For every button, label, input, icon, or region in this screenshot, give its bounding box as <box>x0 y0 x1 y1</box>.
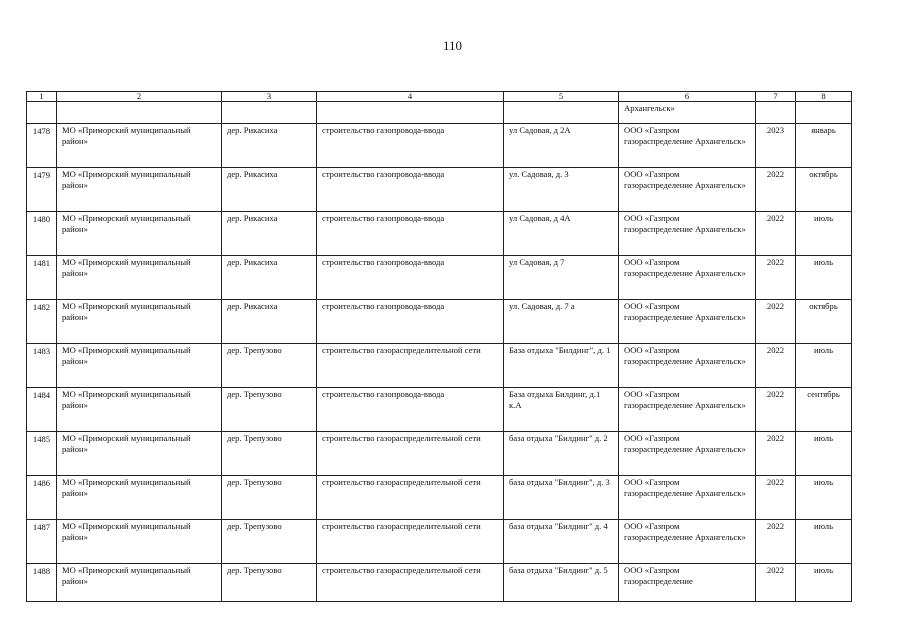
org-cell: ООО «Газпром газораспределение Архангельск» <box>619 388 756 432</box>
org-cell: ООО «Газпром газораспределение Архангельск» <box>619 124 756 168</box>
header-cell: 2 <box>57 92 222 102</box>
header-cell: 3 <box>222 92 317 102</box>
year-cell: 2022 <box>756 212 796 256</box>
year-cell: 2022 <box>756 300 796 344</box>
row-number-cell: 1485 <box>27 432 57 476</box>
row-number-cell: 1481 <box>27 256 57 300</box>
table-row <box>27 168 852 212</box>
header-cell: 4 <box>317 92 504 102</box>
municipality-cell: МО «Приморский муниципальный район» <box>57 300 222 344</box>
table-cell <box>756 102 796 124</box>
table-row <box>27 124 852 168</box>
work-type-cell: строительство газопровода-ввода <box>317 212 504 256</box>
table-row <box>27 564 852 602</box>
year-cell: 2022 <box>756 564 796 602</box>
gasification-table <box>26 91 852 602</box>
settlement-cell: дер. Рикасиха <box>222 168 317 212</box>
month-cell: июль <box>796 564 852 602</box>
month-cell: октябрь <box>796 300 852 344</box>
work-type-cell: строительство газораспределительной сети <box>317 432 504 476</box>
work-type-cell: строительство газопровода-ввода <box>317 124 504 168</box>
continuation-row <box>27 102 852 124</box>
table-row <box>27 388 852 432</box>
table-row <box>27 344 852 388</box>
municipality-cell: МО «Приморский муниципальный район» <box>57 432 222 476</box>
settlement-cell: дер. Трепузово <box>222 520 317 564</box>
municipality-cell: МО «Приморский муниципальный район» <box>57 344 222 388</box>
org-cell: Архангельск» <box>619 102 756 124</box>
address-cell: база отдыха "Билдинг" д. 4 <box>504 520 619 564</box>
month-cell: июль <box>796 432 852 476</box>
table-cell <box>796 102 852 124</box>
year-cell: 2022 <box>756 476 796 520</box>
address-cell: База отдыха "Билдинг", д. 1 <box>504 344 619 388</box>
settlement-cell: дер. Трепузово <box>222 344 317 388</box>
table-cell <box>222 102 317 124</box>
month-cell: июль <box>796 344 852 388</box>
row-number-cell: 1484 <box>27 388 57 432</box>
month-cell: июль <box>796 476 852 520</box>
table-cell <box>504 102 619 124</box>
header-cell: 7 <box>756 92 796 102</box>
table-cell <box>27 102 57 124</box>
header-cell: 5 <box>504 92 619 102</box>
year-cell: 2022 <box>756 520 796 564</box>
settlement-cell: дер. Рикасиха <box>222 256 317 300</box>
address-cell: база отдыха "Билдинг" д. 2 <box>504 432 619 476</box>
table-row <box>27 432 852 476</box>
org-cell: ООО «Газпром газораспределение Архангельск» <box>619 168 756 212</box>
year-cell: 2022 <box>756 256 796 300</box>
municipality-cell: МО «Приморский муниципальный район» <box>57 388 222 432</box>
page-number: 110 <box>442 38 463 53</box>
municipality-cell: МО «Приморский муниципальный район» <box>57 520 222 564</box>
year-cell: 2023 <box>756 124 796 168</box>
month-cell: сентябрь <box>796 388 852 432</box>
month-cell: июль <box>796 520 852 564</box>
org-cell: ООО «Газпром газораспределение Архангельск» <box>619 520 756 564</box>
address-cell: ул Садовая, д 7 <box>504 256 619 300</box>
work-type-cell: строительство газопровода-ввода <box>317 300 504 344</box>
table-row <box>27 212 852 256</box>
row-number-cell: 1486 <box>27 476 57 520</box>
work-type-cell: строительство газораспределительной сети <box>317 476 504 520</box>
org-cell: ООО «Газпром газораспределение Архангельск» <box>619 212 756 256</box>
row-number-cell: 1488 <box>27 564 57 602</box>
org-cell: ООО «Газпром газораспределение Архангельск» <box>619 256 756 300</box>
table-cell <box>317 102 504 124</box>
row-number-cell: 1483 <box>27 344 57 388</box>
row-number-cell: 1480 <box>27 212 57 256</box>
settlement-cell: дер. Трепузово <box>222 564 317 602</box>
municipality-cell: МО «Приморский муниципальный район» <box>57 476 222 520</box>
work-type-cell: строительство газораспределительной сети <box>317 520 504 564</box>
year-cell: 2022 <box>756 432 796 476</box>
address-cell: ул. Садовая, д. 3 <box>504 168 619 212</box>
settlement-cell: дер. Трепузово <box>222 432 317 476</box>
org-cell: ООО «Газпром газораспределение Архангельск» <box>619 300 756 344</box>
municipality-cell: МО «Приморский муниципальный район» <box>57 564 222 602</box>
year-cell: 2022 <box>756 388 796 432</box>
municipality-cell: МО «Приморский муниципальный район» <box>57 256 222 300</box>
address-cell: ул Садовая, д 2А <box>504 124 619 168</box>
month-cell: январь <box>796 124 852 168</box>
municipality-cell: МО «Приморский муниципальный район» <box>57 212 222 256</box>
work-type-cell: строительство газопровода-ввода <box>317 168 504 212</box>
org-cell: ООО «Газпром газораспределение Архангельск» <box>619 476 756 520</box>
org-cell: ООО «Газпром газораспределение <box>619 564 756 602</box>
table-row <box>27 520 852 564</box>
settlement-cell: дер. Рикасиха <box>222 212 317 256</box>
row-number-cell: 1482 <box>27 300 57 344</box>
table-row <box>27 256 852 300</box>
address-cell: База отдыха Билдинг, д.1 к.А <box>504 388 619 432</box>
address-cell: ул. Садовая, д. 7 а <box>504 300 619 344</box>
month-cell: июль <box>796 256 852 300</box>
year-cell: 2022 <box>756 168 796 212</box>
table-row <box>27 476 852 520</box>
settlement-cell: дер. Трепузово <box>222 476 317 520</box>
row-number-cell: 1478 <box>27 124 57 168</box>
org-cell: ООО «Газпром газораспределение Архангельск» <box>619 344 756 388</box>
address-cell: база отдыха "Билдинг", д. 3 <box>504 476 619 520</box>
municipality-cell: МО «Приморский муниципальный район» <box>57 168 222 212</box>
work-type-cell: строительство газораспределительной сети <box>317 564 504 602</box>
header-row <box>27 92 852 102</box>
work-type-cell: строительство газопровода-ввода <box>317 256 504 300</box>
table-row <box>27 300 852 344</box>
address-cell: ул Садовая, д 4А <box>504 212 619 256</box>
header-cell: 8 <box>796 92 852 102</box>
work-type-cell: строительство газопровода-ввода <box>317 388 504 432</box>
org-cell: ООО «Газпром газораспределение Архангельск» <box>619 432 756 476</box>
settlement-cell: дер. Рикасиха <box>222 124 317 168</box>
work-type-cell: строительство газораспределительной сети <box>317 344 504 388</box>
month-cell: июль <box>796 212 852 256</box>
table-cell <box>57 102 222 124</box>
address-cell: база отдыха "Билдинг" д. 5 <box>504 564 619 602</box>
row-number-cell: 1487 <box>27 520 57 564</box>
year-cell: 2022 <box>756 344 796 388</box>
month-cell: октябрь <box>796 168 852 212</box>
settlement-cell: дер. Трепузово <box>222 388 317 432</box>
municipality-cell: МО «Приморский муниципальный район» <box>57 124 222 168</box>
row-number-cell: 1479 <box>27 168 57 212</box>
header-cell: 6 <box>619 92 756 102</box>
header-cell: 1 <box>27 92 57 102</box>
settlement-cell: дер. Рикасиха <box>222 300 317 344</box>
